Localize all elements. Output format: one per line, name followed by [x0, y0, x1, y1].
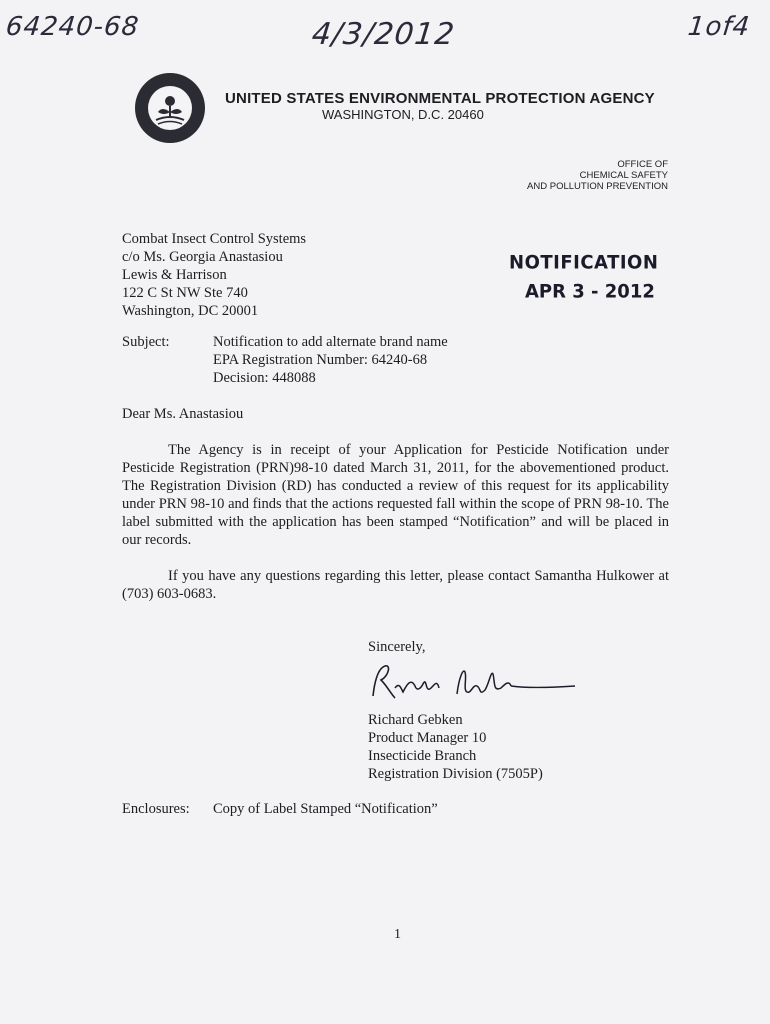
handwritten-date: 4/3/2012 [310, 17, 457, 52]
enclosures-label: Enclosures: [122, 801, 190, 817]
subject-line: Decision: 448088 [213, 370, 316, 386]
handwritten-page-count: 1of4 [686, 12, 752, 42]
agency-city: WASHINGTON, D.C. 20460 [322, 107, 484, 122]
office-name [527, 159, 668, 192]
subject-line: Notification to add alternate brand name [213, 334, 448, 350]
recipient-line: c/o Ms. Georgia Anastasiou [122, 249, 283, 265]
subject-lines [213, 333, 448, 387]
recipient-line: Washington, DC 20001 [122, 303, 259, 319]
office-line: OFFICE OF [617, 159, 668, 170]
signer-division: Registration Division (7505P) [368, 766, 543, 782]
recipient-address [122, 230, 306, 320]
notification-stamp-title: NOTIFICATION [509, 251, 659, 274]
subject-line: EPA Registration Number: 64240-68 [213, 352, 428, 368]
flower-emblem-icon [148, 86, 192, 130]
signer-title: Product Manager 10 [368, 730, 487, 746]
signer-name: Richard Gebken [368, 712, 463, 728]
page-number: 1 [394, 927, 401, 942]
recipient-line: Combat Insect Control Systems [122, 231, 307, 247]
office-line: AND POLLUTION PREVENTION [527, 181, 668, 192]
handwritten-file-number: 64240-68 [4, 12, 141, 42]
body-paragraph-1: The Agency is in receipt of your Application for Pesticide Notification under Pesticide Registration (PRN)98-10 dated March 31, 2011, for the abovementioned product. The Registration Division (RD) has conducted a review of this request for its applicability under PRN 98-10 and finds that the actions requested fall within the scope of PRN 98-10. The label submitted with the application has been stamped “Notification” and will be placed in our records. [122, 442, 669, 548]
epa-seal-icon [135, 73, 205, 143]
salutation: Dear Ms. Anastasiou [122, 406, 244, 422]
notification-stamp-date: APR 3 - 2012 [525, 280, 655, 303]
subject-label: Subject: [122, 334, 170, 350]
recipient-line: 122 C St NW Ste 740 [122, 285, 248, 301]
body-paragraph-2: If you have any questions regarding this letter, please contact Samantha Hulkower at (703) 603-0683. [122, 568, 669, 602]
office-line: CHEMICAL SAFETY [579, 170, 668, 181]
closing-sincerely: Sincerely, [368, 639, 426, 655]
signer-branch: Insecticide Branch [368, 748, 477, 764]
signature-icon [365, 658, 585, 708]
enclosures-text: Copy of Label Stamped “Notification” [213, 801, 438, 817]
agency-name: UNITED STATES ENVIRONMENTAL PROTECTION AGENCY [225, 90, 655, 107]
signature-block [368, 711, 543, 783]
recipient-line: Lewis & Harrison [122, 267, 227, 283]
